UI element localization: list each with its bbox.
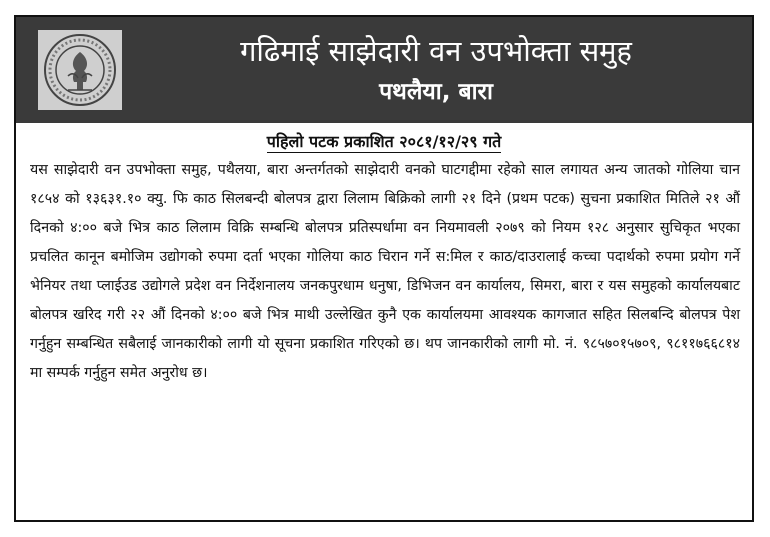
organization-location: पथलैया, बारा [379,79,493,105]
notice-heading-text: पहिलो पटक प्रकाशित २०८१/१२/२९ गते [266,132,502,151]
notice-body: यस साझेदारी वन उपभोक्ता समुह, पथैलया, बारा अन्तर्गतको साझेदारी वनको घाटगद्दीमा रहेको साल लगायत अन्य जातको गोलिया चान १८५४ को १३६३१.१० क्यु. फि काठ सिलबन्दी बोलपत्र द्वारा लिलाम बिक्रिको लागी २१ दिने (प्रथम पटक) सुचना प्रकाशित मितिले २१ औं दिनको ४:०० बजे भित्र काठ लिलाम विक्रि सम्बन्धि बोलपत्र प्रतिस्पर्धामा वन नियमावली २०७९ को नियम १२८ अनुसार सुचिकृत भएका प्रचलित कानून बमोजिम उद्योगको रुपमा दर्ता भएका गोलिया काठ चिरान गर्ने स:मिल र काठ/दाउरालाई कच्चा पदार्थको रुपमा प्रयोग गर्ने भेनियर तथा प्लाईउड उद्योगले प्रदेश वन निर्देशनालय जनकपुरधाम धनुषा, डिभिजन वन कार्यालय, सिमरा, बारा र यस समुहको कार्यालयबाट बोलपत्र खरिद गरी २२ औं दिनको ४:०० बजे भित्र माथी उल्लेखित कुनै एक कार्यालयमा आवश्यक कागजात सहित सिलबन्दि बोलपत्र पेश गर्नुहुन सम्बन्धित सबैलाई जानकारीको लागी यो सूचना प्रकाशित गरिएको छ। थप जानकारीको लागी मो. नं. ९८५७०१५७०९, ९८११७६६८१४ मा सम्पर्क गर्नुहुन समेत अनुरोध छ। [30,162,741,381]
organization-seal-logo [38,30,122,110]
notice-heading [16,130,752,154]
notice-box [14,15,754,522]
organization-name: गढिमाई साझेदारी वन उपभोक्ता समुह [240,34,632,68]
seal-graphic [38,30,122,110]
notice-header [16,17,752,123]
